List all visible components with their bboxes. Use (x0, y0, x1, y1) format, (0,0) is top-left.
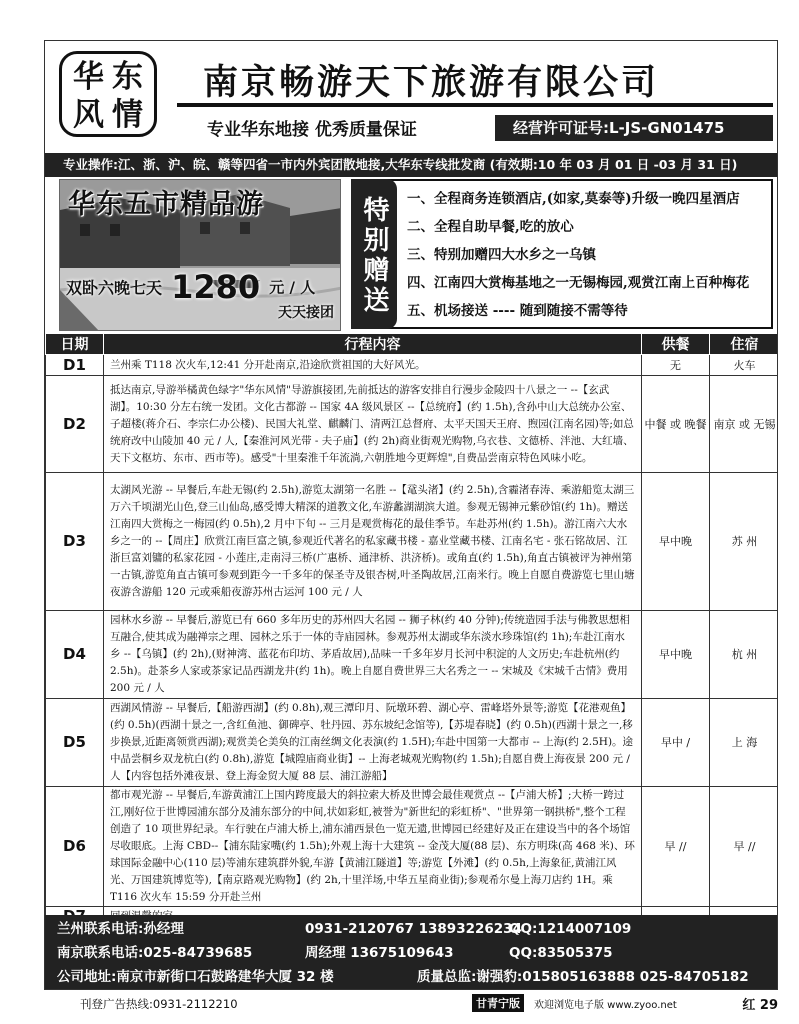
logo-line-1: 华东 (73, 59, 151, 95)
table-header-row (46, 334, 779, 355)
company-name: 南京畅游天下旅游有限公司 (203, 62, 660, 103)
price-line (66, 268, 315, 306)
special-gifts (351, 179, 773, 329)
table-row (46, 787, 779, 907)
license-number: 经营许可证号:L-JS-GN01475 (495, 115, 773, 141)
day-cell: D1 (46, 355, 104, 376)
meal-cell: 早 // (642, 787, 710, 907)
content-cell: 兰州乘 T118 次火车,12:41 分开赴南京,沿途欣赏祖国的大好风光。 (104, 355, 642, 376)
table-row (46, 611, 779, 699)
lanzhou-label: 兰州联系电话:孙经理 (57, 921, 184, 937)
edition-badge: 甘青宁版 (472, 994, 524, 1012)
column-header-day: 日期 (46, 334, 104, 355)
lanzhou-qq: QQ:1214007109 (509, 921, 632, 937)
lanzhou-contact (57, 917, 778, 941)
gift-item: 一、全程商务连锁酒店,(如家,莫泰等)升级一晚四星酒店 (407, 191, 740, 207)
table-row (46, 699, 779, 787)
content-cell: 抵达南京,导游举橘黄色绿字"华东风情"导游旗接团,先前抵达的游客安排自行漫步金陵四十八景之一 --【玄武湖】。10:30 分左右统一发团。文化古都游 -- 国家 4A 级风景区 --【总统府】(约 1.5h),含孙中山大总统办公室、子超楼(蒋介石、李宗仁办公楼)、民国大礼堂、麒麟门、清两江总督府、太平天国天王府、煦园(江南名园)等;如总统府改中山陵加 40 元 / 人,【秦淮河风光带 - 夫子庙】(约 2h)商业街观光购物,乌衣巷、文德桥、泮池、大红墙、天下文枢坊、东市、西市等)。感受"十里秦淮千年流淌,六朝胜地今更辉煌",自费品尝南京特色风味小吃。 (104, 376, 642, 473)
day-cell: D2 (46, 376, 104, 473)
meal-cell: 早中 / (642, 699, 710, 787)
header-divider (177, 103, 773, 107)
day-cell: D5 (46, 699, 104, 787)
stay-cell: 火车 (710, 355, 779, 376)
operations-bar: 专业操作:江、浙、沪、皖、赣等四省一市内外宾团散地接,大华东专线批发商 (有效期:10 年 03 月 01 日 -03 月 31 日) (45, 153, 778, 177)
content-cell: 西湖风情游 -- 早餐后,【船游西湖】(约 0.8h),观三潭印月、阮墩环碧、湖心亭、雷峰塔外景等;游览【花港观鱼】(约 0.5h)(西湖十景之一,含红鱼池、御碑亭、牡丹园、苏东坡纪念馆等),【苏堤春晓】(约 0.5h)(西湖十景之一,移步换景,近距离领赏西湖);观赏美仑美奂的江南丝绸文化表演(约 1.5H);车赴中国第一大都市 -- 上海(约 2.5H)。途中品尝桐乡双龙杭白(约 0.8h),游览【城隍庙商业街】-- 上海老城观光购物(约 1.5h);自愿自费上海夜景 200 元 / 人【内容包括外滩夜景、登上海金贸大厦 88 层、浦江游船】 (104, 699, 642, 787)
company-address: 公司地址:南京市新街口石鼓路建华大厦 32 楼 (57, 969, 334, 985)
tour-banner (59, 179, 341, 331)
nanjing-contact (57, 941, 778, 965)
address-line (57, 965, 778, 989)
day-cell: D3 (46, 473, 104, 611)
nanjing-manager: 周经理 13675109643 (305, 945, 454, 961)
logo-line-2: 风情 (73, 97, 151, 133)
contact-footer (45, 915, 778, 990)
daily-departure: 天天接团 (278, 305, 334, 321)
meal-cell: 早中晚 (642, 611, 710, 699)
quality-director: 质量总监:谢强豹:015805163888 025-84705182 (417, 969, 749, 985)
gift-item: 二、全程自助早餐,吃的放心 (407, 219, 574, 235)
gift-item: 三、特别加赠四大水乡之一乌镇 (407, 247, 596, 263)
gifts-label: 特别赠送 (351, 179, 397, 329)
price-unit: 元 / 人 (269, 278, 316, 297)
content-cell: 园林水乡游 -- 早餐后,游览已有 660 多年历史的苏州四大名园 -- 狮子林(约 40 分钟);传统造园手法与佛教思想相互融合,使其成为融禅宗之理、园林之乐于一体的寺庙园林。参观苏州太湖或华东淡水珍珠馆(约 1h);车赴江南水乡 --【乌镇】(约 2h),(财神湾、蓝花布印坊、茅盾故居),品味一千多年岁月长河中积淀的人文历史;车赴杭州(约 2.5h)。赴茶乡人家或茶家记品西湖龙井(约 1h)。晚上自愿自费世界三大名秀之一 -- 宋城及《宋城千古情》费用 200 元 / 人 (104, 611, 642, 699)
brand-logo (59, 51, 157, 137)
day-cell: D4 (46, 611, 104, 699)
meal-cell: 早中晚 (642, 473, 710, 611)
meal-cell: 无 (642, 355, 710, 376)
itinerary-table (45, 333, 778, 927)
nanjing-qq: QQ:83505375 (509, 945, 613, 961)
price-value: 1280 (171, 268, 261, 306)
lanzhou-phone: 0931-2120767 13893226234 (305, 921, 522, 937)
gift-item: 四、江南四大赏梅基地之一无锡梅园,观赏江南上百种梅花 (407, 275, 750, 291)
slogan: 专业华东地接 优秀质量保证 (207, 120, 417, 140)
column-header-meal: 供餐 (642, 334, 710, 355)
column-header-stay: 住宿 (710, 334, 779, 355)
column-header-content: 行程内容 (104, 334, 642, 355)
table-row (46, 376, 779, 473)
stay-cell: 南京 或 无锡 (710, 376, 779, 473)
page-number: 红 29 (742, 998, 778, 1013)
day-cell: D6 (46, 787, 104, 907)
ad-page (44, 40, 778, 990)
ad-hotline: 刊登广告热线:0931-2112210 (80, 997, 238, 1011)
table-row (46, 355, 779, 376)
content-cell: 都市观光游 -- 早餐后,车游黄浦江上国内跨度最大的斜拉索大桥及世博会最佳观赏点 --【卢浦大桥】;大桥一跨过江,刚好位于世博园浦东部分及浦东部分的中间,状如彩虹,被誉为"新世纪的彩虹桥"、"世界第一钢拱桥",整个工程创造了 10 项世界纪录。车行驶在卢浦大桥上,浦东浦西景色一览无遗,世博园已经建好及正在建设当中的各个场馆尽收眼底。上海 CBD--【浦东陆家嘴(约 1.5h);外观上海十大建筑 -- 金茂大厦(88 层)、东方明珠(高 468 米)、环球国际金融中心(110 层)等浦东建筑群外貌,车游【黄浦江隧道】等;游览【外滩】(约 0.5h,上海象征,黄浦江风光、万国建筑博览等),【南京路观光购物】(约 2h,十里洋场,中华五星商业街);参观希尔曼上海刀店约 1H。乘 T116 次火车 15:59 分开赴兰州 (104, 787, 642, 907)
gifts-list (407, 185, 749, 325)
banner-title: 华东五市精品游 (68, 189, 264, 220)
stay-cell: 杭 州 (710, 611, 779, 699)
gift-item: 五、机场接送 ---- 随到随接不需等待 (407, 303, 628, 319)
content-cell: 太湖风光游 -- 早餐后,车赴无锡(约 2.5h),游览太湖第一名胜 --【鼋头渚】(约 2.5h),含霾渚春涛、乘游船览太湖三万六千顷湖光山色,登三山仙岛,感受博大精深的道教文化,车游蠡湖湖滨大道。参观无锡神元紫砂馆(约 1h)。赠送江南四大赏梅之一梅园(约 0.5h),2 月中下旬 -- 三月是观赏梅花的最佳季节。车赴苏州(约 1.5h)。游江南六大水乡之一的 --【周庄】欣赏江南巨富之镇,参观近代著名的私家藏书楼 - 嘉业堂藏书楼、江南名宅 - 张石铭故居、江浙巨富刘镛的私家花园 - 小莲庄,走南浔三桥(广惠桥、通津桥、洪济桥)。或角直(约 1.5h),角直古镇被评为神州第一古镇,游览角直古镇可参观到距今一千多年的保圣寺及银杏树,叶圣陶故居,江南米行。晚上自愿自费游览七里山塘夜游含游船 120 元或乘船夜游苏州古运河 100 元 / 人 (104, 473, 642, 611)
table-row (46, 473, 779, 611)
meal-cell: 中餐 或 晚餐 (642, 376, 710, 473)
stay-cell: 上 海 (710, 699, 779, 787)
stay-cell: 苏 州 (710, 473, 779, 611)
website-note: 欢迎浏览电子版 www.zyoo.net (534, 1000, 677, 1011)
nanjing-label: 南京联系电话:025-84739685 (57, 945, 253, 961)
duration-label: 双卧六晚七天 (66, 278, 163, 298)
stay-cell: 早 // (710, 787, 779, 907)
